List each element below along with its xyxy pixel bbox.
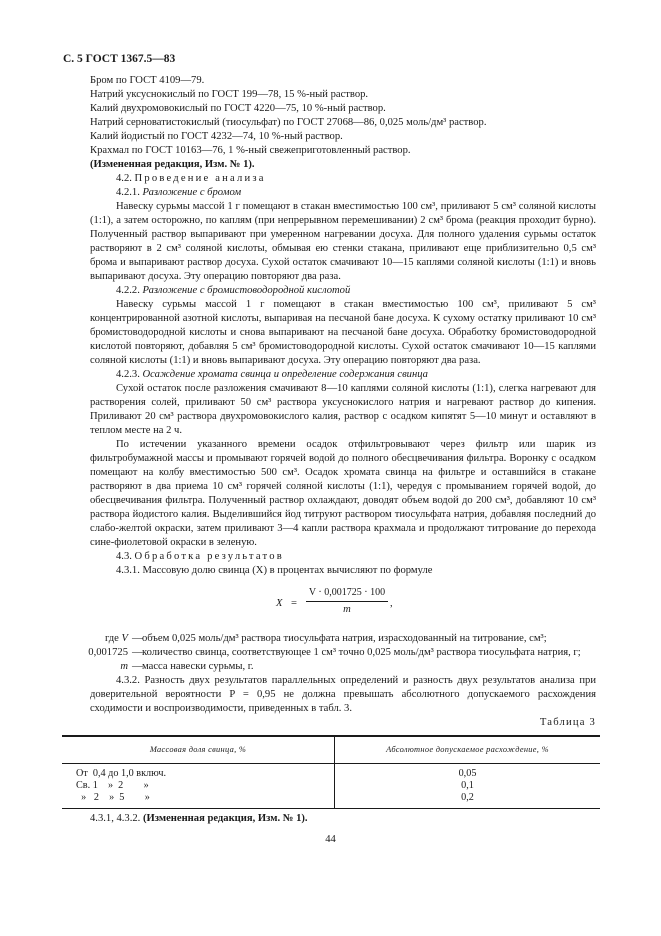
reagent-item: Калий двухромовокислый по ГОСТ 4220—75, 10 %-ный раствор. <box>90 103 386 114</box>
formula <box>90 586 596 626</box>
definition-row: где V — объем 0,025 моль/дм³ раствора тиосульфата натрия, израсходованный на титрование, см³; <box>62 632 596 646</box>
amendment-note: (Измененная редакция, Изм. № 1). <box>90 159 255 170</box>
subsection-title: Осаждение хромата свинца и определение содержания свинца <box>142 369 428 380</box>
definition-row: m — масса навески сурьмы, г. <box>62 660 596 674</box>
subsection-title: Разложение с бромом <box>142 187 242 198</box>
section-number: 4.2. <box>116 173 132 184</box>
section-title: Проведение анализа <box>134 173 266 184</box>
table-row <box>62 792 600 809</box>
formula-fraction <box>306 586 388 617</box>
paragraph: Навеску сурьмы массой 1 г помещают в стакан вместимостью 100 см³, приливают 5 см³ концентрированной азотной кислоты, выпаривая на песчаной бане досуха. К сухому остатку приливают 10 см³ бромистоводородной кислоты и снова выпаривают на песчаной бане досуха. Обработку бромистоводородной кислотой повторяют, добавляя 5 см³ бромистоводородной кислоты. Сухой остаток смачивают 10—15 каплями соляной кислоты (1:1) и вновь выпаривают досуха. Эту операцию повторяют два раза. <box>90 299 596 366</box>
main-text <box>90 74 596 730</box>
subsection-number: 4.2.3. <box>116 369 140 380</box>
formula-lhs: X <box>276 598 283 609</box>
section-heading-4-3 <box>90 550 596 564</box>
subsection-number: 4.2.2. <box>116 285 140 296</box>
formula-equals: = <box>291 598 297 609</box>
definition-symbol: где V <box>104 633 128 644</box>
subsection-heading-4-2-3 <box>90 368 596 382</box>
subsection-heading-4-2-2 <box>90 284 596 298</box>
definition-text: масса навески сурьмы, г. <box>142 661 254 672</box>
footer-section-numbers: 4.3.1, 4.3.2. <box>90 813 141 824</box>
footer-amendment: (Измененная редакция, Изм. № 1). <box>142 813 308 824</box>
definition-text: количество свинца, соответствующее 1 см³ точно 0,025 моль/дм³ раствора тиосульфата натрия, г; <box>142 647 581 658</box>
definition-symbol: m <box>120 661 128 672</box>
definition-text: объем 0,025 моль/дм³ раствора тиосульфата натрия, израсходованный на титрование, см³; <box>142 633 547 644</box>
table-cell: Св. 1 » 2 » <box>62 780 335 792</box>
formula-tail: , <box>390 598 393 609</box>
table-row <box>62 780 600 792</box>
definition-symbol: 0,001725 <box>88 647 128 658</box>
formula-denominator: m <box>343 604 351 615</box>
paragraph: 4.3.1. Массовую долю свинца (X) в процентах вычисляют по формуле <box>116 565 433 576</box>
formula-numerator: V · 0,001725 · 100 <box>306 586 388 602</box>
page-number: 44 <box>325 834 336 845</box>
section-number: 4.3. <box>116 551 132 562</box>
table-cell: » 2 » 5 » <box>62 792 335 809</box>
subsection-heading-4-2-1 <box>90 186 596 200</box>
amendment-note-footer <box>90 812 308 826</box>
table-row <box>62 764 600 781</box>
paragraph: Сухой остаток после разложения смачивают 8—10 каплями соляной кислоты (1:1), слегка нагревают для растворения солей, приливают 50 см³ раствора уксуснокислого натрия и нагревают раствор до кипения. Приливают 20 см³ раствора двухромовокислого калия, раствор с осадком кипятят 5—10 минут и оставляют в теплом месте на 2 ч. <box>90 383 596 436</box>
section-title: Обработка результатов <box>134 551 284 562</box>
definition-prefix: где <box>104 633 119 644</box>
reagent-item: Крахмал по ГОСТ 10163—76, 1 %-ный свежеприготовленный раствор. <box>90 145 411 156</box>
table-caption: Таблица 3 <box>539 717 596 728</box>
table-header: Массовая доля свинца, % <box>62 736 335 764</box>
table-cell: 0,1 <box>461 780 474 791</box>
section-heading-4-2 <box>90 172 596 186</box>
reagent-item: Натрий уксуснокислый по ГОСТ 199—78, 15 %-ный раствор. <box>90 89 369 100</box>
table-3 <box>62 735 600 809</box>
paragraph: Навеску сурьмы массой 1 г помещают в стакан вместимостью 100 см³, приливают 5 см³ соляной кислоты (1:1), а затем осторожно, по каплям (при непрерывном перемешивании) 2 см³ брома (реакция проходит бурно). Полученный раствор выпаривают при умеренном нагревании досуха. Для полного удаления сурьмы остаток растворяют в 2 см³ соляной кислоты, обмывая ею стенки стакана, приливают еще приблизительно 0,5 см³ брома и выпаривают раствор досуха. Сухой остаток смачивают 10—15 каплями соляной кислоты (1:1) и вновь выпаривают досуха. Эту операцию повторяют два раза. <box>90 201 596 282</box>
subsection-title: Разложение с бромистоводородной кислотой <box>142 285 351 296</box>
subsection-number: 4.2.1. <box>116 187 140 198</box>
running-header: С. 5 ГОСТ 1367.5—83 <box>63 53 176 65</box>
reagent-item: Натрий серноватистокислый (тиосульфат) по ГОСТ 27068—86, 0,025 моль/дм³ раствор. <box>90 117 487 128</box>
reagent-item: Калий йодистый по ГОСТ 4232—74, 10 %-ный раствор. <box>90 131 343 142</box>
paragraph: 4.3.2. Разность двух результатов параллельных определений и разность двух результатов анализа при доверительной вероятности P = 0,95 не должна превышать абсолютного допускаемого расхождения сходимости и воспроизводимости, приведенных в табл. 3. <box>90 675 596 714</box>
formula-definitions <box>62 632 596 674</box>
paragraph: По истечении указанного времени осадок отфильтровывают через фильтр или шарик из фильтробумажной массы и промывают горячей водой до полного обесцвечивания фильтра. Воронку с осадком помещают на колбу вместимостью 500 см³. Осадок хромата свинца на фильтре и оставшийся в стакане растворяют в два приема 10 см³ горячей соляной кислоты (1:1), чередуя с промыванием горячей водой, до обесцвечивания фильтра. Полученный раствор охлаждают, доводят объем водой до 200 см³, добавляют 10 см³ раствора йодистого калия. Выделившийся йод титруют раствором тиосульфата натрия, добавляя последний до слабо-желтой окраски, затем приливают 3—4 капли раствора крахмала и продолжают титрование до перехода сине-фиолетовой окраски в зеленую. <box>90 439 596 548</box>
table-cell: 0,05 <box>458 768 477 779</box>
reagent-item: Бром по ГОСТ 4109—79. <box>90 75 205 86</box>
table-cell: От 0,4 до 1,0 включ. <box>62 764 335 781</box>
table-header: Абсолютное допускаемое расхождение, % <box>335 736 601 764</box>
definition-row: 0,001725 — количество свинца, соответствующее 1 см³ точно 0,025 моль/дм³ раствора тиосульфата натрия, г; <box>62 646 596 660</box>
table-cell: 0,2 <box>461 792 474 803</box>
